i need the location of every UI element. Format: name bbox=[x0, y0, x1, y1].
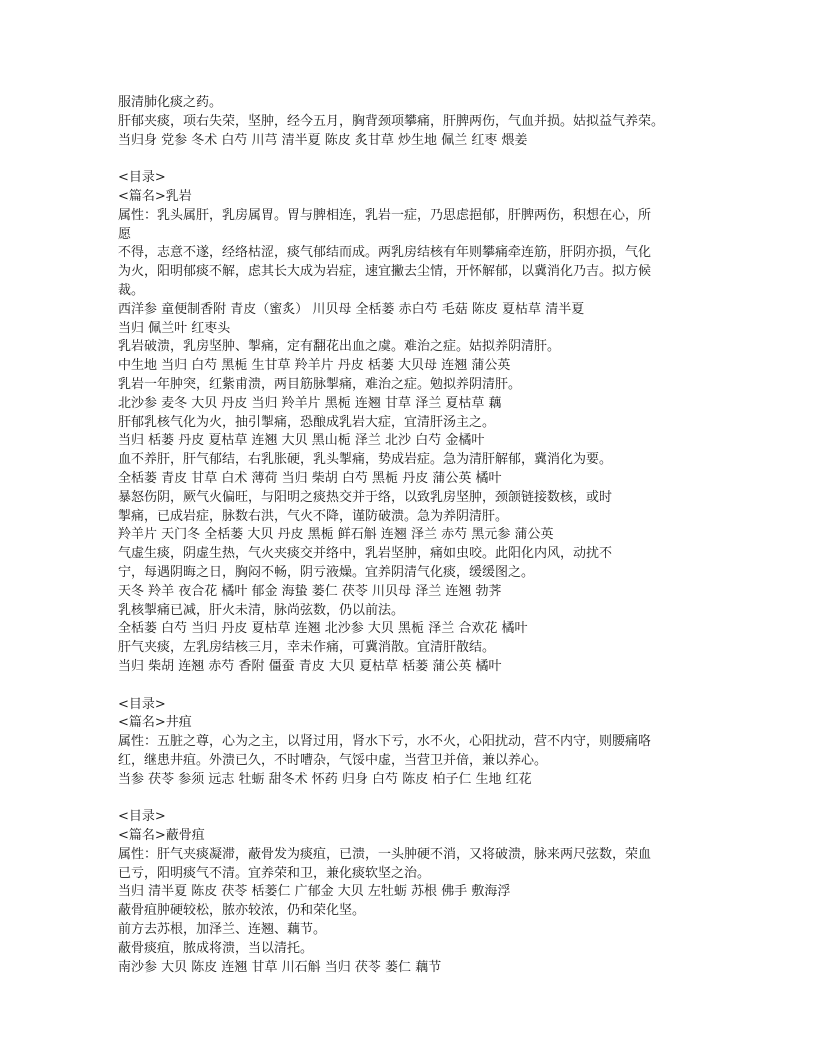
text-line: 天冬 羚羊 夜合花 橘叶 郁金 海蛰 蒌仁 茯苓 川贝母 泽兰 连翘 勃荠 bbox=[118, 583, 502, 599]
text-line: 当归 柴胡 连翘 赤芍 香附 僵蚕 青皮 大贝 夏枯草 栝蒌 蒲公英 橘叶 bbox=[118, 658, 502, 674]
blank-line bbox=[118, 677, 708, 696]
text-line: 南沙参 大贝 陈皮 连翘 甘草 川石斛 当归 茯苓 蒌仁 藕节 bbox=[118, 959, 442, 975]
text-line: <篇名>蔽骨疽 bbox=[118, 828, 205, 844]
text-line: 肝郁乳核气化为火，抽引掣痛，恐酿成乳岩大症，宜清肝汤主之。 bbox=[118, 414, 496, 430]
text-line: 服清肺化痰之药。 bbox=[118, 95, 223, 110]
text-line: <篇名>乳岩 bbox=[118, 188, 192, 204]
text-line: 肝气夹痰，左乳房结核三月，幸未作痛，可冀消散。宜清肝散结。 bbox=[118, 640, 496, 656]
text-line: 全栝蒌 白芍 当归 丹皮 夏枯草 连翘 北沙参 大贝 黑栀 泽兰 合欢花 橘叶 bbox=[118, 621, 528, 637]
text-line: <目录> bbox=[118, 809, 166, 825]
text-line: 已亏，阳明痰气不清。宜养荣和卫，兼化痰软坚之治。 bbox=[118, 865, 431, 881]
text-line: 全栝蒌 青皮 甘草 白术 薄荷 当归 柴胡 白芍 黑栀 丹皮 蒲公英 橘叶 bbox=[118, 470, 502, 486]
text-line: 乳岩一年肿突，红紫甫溃，两目筋脉掣痛，难治之症。勉拟养阴清肝。 bbox=[118, 376, 522, 392]
text-line: 当归 栝蒌 丹皮 夏枯草 连翘 大贝 黑山栀 泽兰 北沙 白芍 金橘叶 bbox=[118, 433, 485, 449]
text-line: 暴怒伤阴，厥气火偏旺，与阳明之痰热交并于络，以致乳房坚肿，颈颌链接数核，或时 bbox=[118, 489, 613, 505]
text-line: 红，继患井疽。外溃已久，不时嘈杂，气馁中虚，当营卫并偣，兼以养心。 bbox=[118, 752, 548, 768]
text-line: 当归 清半夏 陈皮 茯苓 栝蒌仁 广郁金 大贝 左牡蛎 苏根 佛手 敷海浮 bbox=[118, 884, 511, 900]
text-line: 属性：五脏之尊，心为之主，以肾过用，肾水下亏，水不火，心阳扰动，营不内守，则腰痛咯 bbox=[118, 734, 652, 750]
text-line: 属性：乳头属肝，乳房属胃。胃与脾相连，乳岩一症，乃思虑挹郁，肝脾两伤，积想在心，所 bbox=[118, 207, 652, 223]
text-line: 当参 茯苓 参须 远志 牡蛎 甜冬术 怀药 归身 白芍 陈皮 柏子仁 生地 红花 bbox=[118, 771, 532, 787]
text-line: 肝郁夹痰，项右失荣，坚肿，经今五月，胸背颈项攀痛，肝脾两伤，气血并损。姑拟益气养荣。 bbox=[118, 113, 665, 129]
text-line: <目录> bbox=[118, 696, 166, 712]
text-line: 属性：肝气夹痰凝滞，蔽骨发为痰疽，已溃，一头肿硬不消，又将破溃，脉来两尺弦数，荣血 bbox=[118, 846, 652, 862]
blank-line bbox=[118, 150, 708, 169]
text-line: 北沙参 麦冬 大贝 丹皮 当归 羚羊片 黑栀 连翘 甘草 泽兰 夏枯草 藕 bbox=[118, 395, 502, 411]
text-line: 羚羊片 天门冬 全栝蒌 大贝 丹皮 黑栀 鲜石斛 连翘 泽兰 赤芍 黑元参 蒲公英 bbox=[118, 527, 554, 543]
text-line: <目录> bbox=[118, 170, 166, 186]
text-line: 裁。 bbox=[118, 282, 145, 298]
text-line: 掣痛，已成岩症，脉数右洪，气火不降，谨防破溃。急为养阴清肝。 bbox=[118, 508, 509, 524]
text-line: 中生地 当归 白芍 黑栀 生甘草 羚羊片 丹皮 栝蒌 大贝母 连翘 蒲公英 bbox=[118, 358, 511, 374]
text-line: 当归身 党参 冬术 白芍 川芎 清半夏 陈皮 炙甘草 炒生地 佩兰 红枣 煨姜 bbox=[118, 132, 528, 148]
text-line: 宁，每遇阴晦之日，胸闷不畅，阴亏液燥。宜养阴清气化痰，缓缓图之。 bbox=[118, 564, 535, 580]
text-line: 气虚生痰，阴虚生热，气火夹痰交并络中，乳岩坚肿，痛如虫咬。此阳化内风，动扰不 bbox=[118, 546, 613, 562]
text-line: 乳核掣痛已减，肝火未清，脉尚弦数，仍以前法。 bbox=[118, 602, 405, 618]
text-line: 愿 bbox=[118, 226, 132, 242]
text-line: 不得，志意不遂，经络枯涩，痰气郁结而成。两乳房结核有年则攀痛牵连筋，肝阴亦损，气化 bbox=[118, 245, 652, 261]
text-line: 血不养肝，肝气郁结，右乳胀硬，乳头掣痛，势成岩症。急为清肝解郁，冀消化为要。 bbox=[118, 452, 613, 468]
text-line: 西洋参 童便制香附 青皮（蜜炙） 川贝母 全栝蒌 赤白芍 毛菇 陈皮 夏枯草 清半夏 bbox=[118, 301, 585, 317]
text-line: 乳岩破溃，乳房坚肿、掣痛，定有翻花出血之虞。难治之症。姑拟养阴清肝。 bbox=[118, 339, 561, 355]
text-line: 当归 佩兰叶 红枣头 bbox=[118, 320, 231, 336]
text-line: <篇名>井疽 bbox=[118, 715, 192, 731]
text-line: 前方去苏根，加泽兰、连翘、藕节。 bbox=[118, 922, 327, 938]
document-text bbox=[118, 94, 708, 977]
text-line: 蔽骨痰疽，脓成将溃，当以清托。 bbox=[118, 940, 314, 956]
text-line: 蔽骨疽肿硬较松，脓亦较浓，仍和荣化坚。 bbox=[118, 903, 366, 919]
text-line: 为火，阳明郁痰不解，虑其长大成为岩症，速宜撇去尘情，开怀解郁，以冀消化乃吉。拟方候 bbox=[118, 264, 652, 280]
blank-line bbox=[118, 789, 708, 808]
